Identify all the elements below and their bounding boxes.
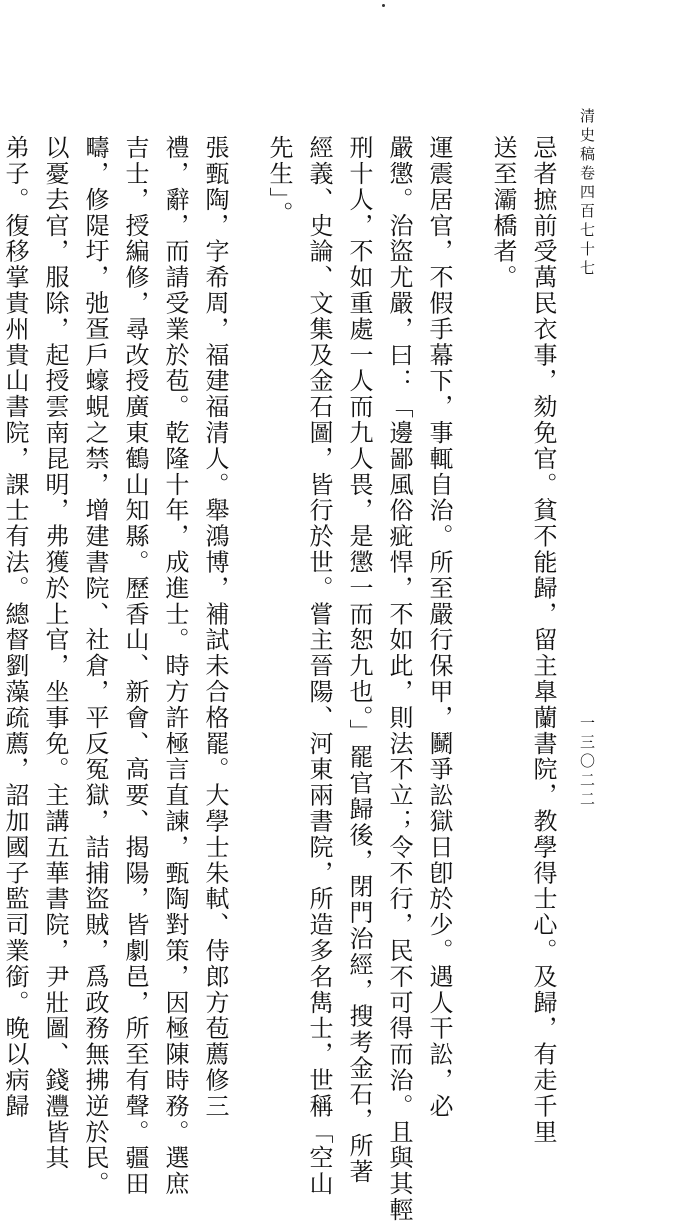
text-column: 忌者摭前受萬民衣事，劾免官。貧不能歸，留主臯蘭書院，教學得士心。及歸，有走千里: [529, 135, 557, 1146]
text-column: 經義、史論、文集及金石圖，皆行於世。嘗主晉陽、河東兩書院，所造多名雋士，世稱「空山: [305, 135, 333, 1197]
scan-speck: [382, 4, 385, 7]
text-column: 先生」。: [265, 135, 293, 227]
text-column: 疇，修隄圩，弛疍戶蠔蜆之禁，增建書院、社倉，平反冤獄，詰捕盜賊，爲政務無拂逆於民。: [81, 135, 109, 1197]
text-column: 嚴懲。治盜尤嚴，曰：「邊鄙風俗疵悍，不如此，則法不立；令不行，民不可得而治。且與其輕: [385, 135, 413, 1223]
text-column: 張甄陶，字希周，福建福清人。舉鴻博，補試未合格罷。大學士朱軾、侍郎方苞薦修三: [201, 135, 229, 1120]
text-column: 以憂去官，服除，起授雲南昆明，弗獲於上官，坐事免。主講五華書院，尹壯圖、錢灃皆其: [41, 135, 69, 1171]
main-text: [1, 135, 563, 1223]
text-column: 吉士，授編修，尋改授廣東鶴山知縣。歷香山、新會、高要、揭陽，皆劇邑，所至有聲。疆田: [121, 135, 149, 1197]
text-column: 禮，辭，而請受業於苞。乾隆十年，成進士。時方許極言直諫，甄陶對策，因極陳時務。選庶: [161, 135, 189, 1197]
text-column: 刑十人，不如重處一人而九人畏，是懲一而恕九也。」罷官歸後，閉門治經，搜考金石，所著: [345, 135, 373, 1185]
text-column: 運震居官，不假手幕下，事輒自治。所至嚴行保甲，鬭爭訟獄日卽於少。遇人干訟，必: [425, 135, 453, 1120]
running-header-title: 清史稿卷四百七十七: [578, 108, 596, 279]
text-column: 弟子。復移掌貴州貴山書院，課士有法。總督劉藻疏薦，詔加國子監司業銜。晚以病歸: [1, 135, 29, 1120]
text-column: 送至灞橋者。: [489, 135, 517, 291]
page-number: 一三〇二二: [578, 715, 596, 810]
